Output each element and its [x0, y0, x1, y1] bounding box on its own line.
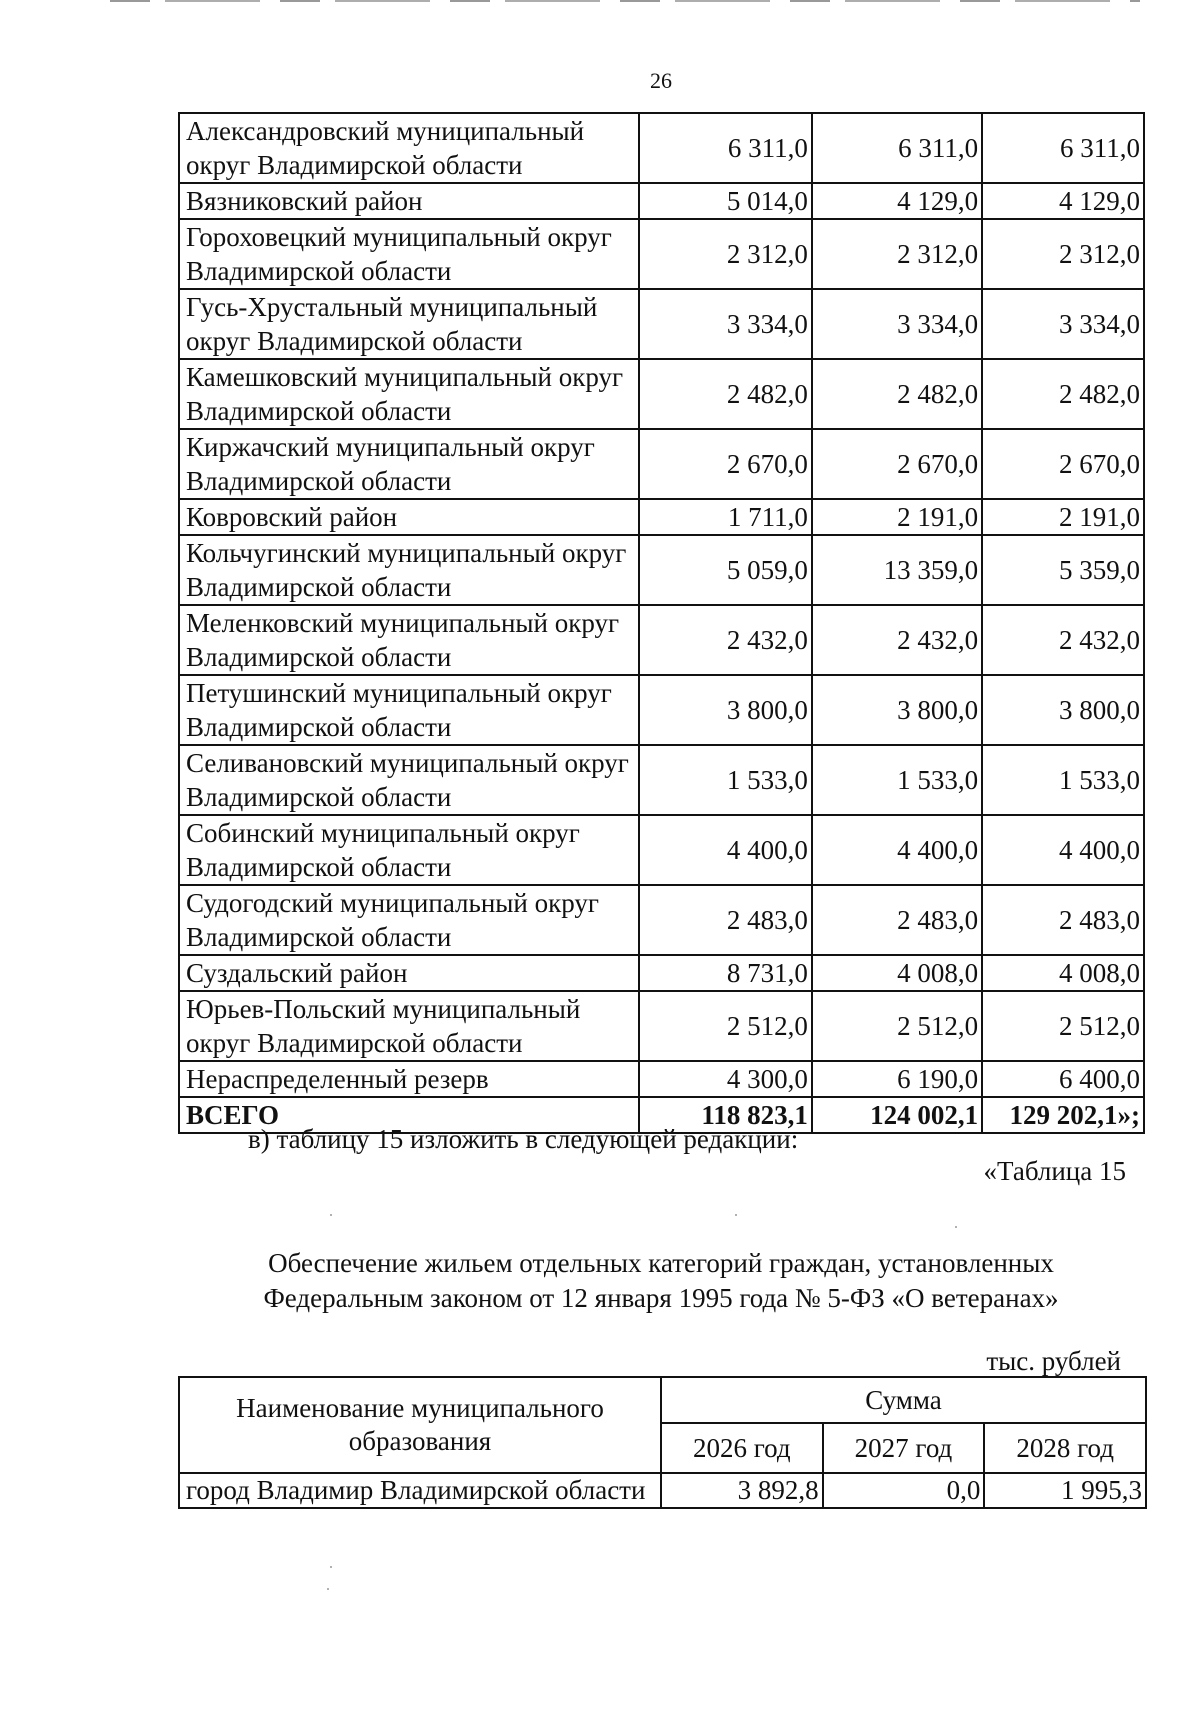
- amount-2026: 2 512,0: [639, 991, 812, 1061]
- amount-2028: 4 129,0: [982, 183, 1144, 219]
- municipality-name: Меленковский муниципальный округ Владимирской области: [179, 605, 639, 675]
- table-row: [179, 429, 1144, 499]
- amount-2027: 2 482,0: [812, 359, 982, 429]
- amount-2028: 3 334,0: [982, 289, 1144, 359]
- table-row: [179, 745, 1144, 815]
- amount-2028: 2 670,0: [982, 429, 1144, 499]
- amount-2027: 2 432,0: [812, 605, 982, 675]
- municipality-name: Нераспределенный резерв: [179, 1061, 639, 1097]
- amount-2027: 0,0: [823, 1473, 985, 1508]
- table-row: [179, 535, 1144, 605]
- table-row: [179, 815, 1144, 885]
- table-row: [179, 605, 1144, 675]
- total-2028: 129 202,1»;: [982, 1097, 1144, 1133]
- header-year-2028: 2028 год: [984, 1423, 1146, 1473]
- amount-2026: 2 482,0: [639, 359, 812, 429]
- amount-2028: 4 008,0: [982, 955, 1144, 991]
- table-row: [179, 113, 1144, 183]
- total-label: ВСЕГО: [179, 1097, 639, 1133]
- table-15: [178, 1376, 1147, 1509]
- amount-2026: 3 892,8: [661, 1473, 823, 1508]
- municipality-name: Ковровский район: [179, 499, 639, 535]
- amount-2028: 5 359,0: [982, 535, 1144, 605]
- table-15-body: [179, 1473, 1146, 1508]
- total-2027: 124 002,1: [812, 1097, 982, 1133]
- amount-2028: 2 483,0: [982, 885, 1144, 955]
- amount-2026: 1 533,0: [639, 745, 812, 815]
- amount-2028: 2 482,0: [982, 359, 1144, 429]
- total-2026: 118 823,1: [639, 1097, 812, 1133]
- table-row: [179, 183, 1144, 219]
- amount-2027: 4 400,0: [812, 815, 982, 885]
- amount-2026: 4 400,0: [639, 815, 812, 885]
- amount-2027: 2 512,0: [812, 991, 982, 1061]
- heading-line-2: Федеральным законом от 12 января 1995 года № 5-ФЗ «О ветеранах»: [263, 1283, 1059, 1313]
- municipality-name: Суздальский район: [179, 955, 639, 991]
- scan-speck: [735, 1214, 737, 1216]
- amount-2026: 2 483,0: [639, 885, 812, 955]
- municipality-name: Вязниковский район: [179, 183, 639, 219]
- scan-top-edge: [110, 0, 1140, 2]
- municipality-name: город Владимир Владимирской области: [179, 1473, 661, 1508]
- amount-2026: 3 334,0: [639, 289, 812, 359]
- municipality-name: Петушинский муниципальный округ Владимирской области: [179, 675, 639, 745]
- amount-2026: 5 014,0: [639, 183, 812, 219]
- table-row: [179, 1061, 1144, 1097]
- amount-2027: 3 800,0: [812, 675, 982, 745]
- allocation-table-body: [179, 113, 1144, 1133]
- amount-2026: 4 300,0: [639, 1061, 812, 1097]
- amount-2026: 1 711,0: [639, 499, 812, 535]
- table-row: [179, 675, 1144, 745]
- scan-speck: [955, 1226, 957, 1228]
- table-15-heading: [0, 1246, 1200, 1316]
- amount-2027: 13 359,0: [812, 535, 982, 605]
- scan-speck: [327, 1588, 329, 1590]
- table-row: [179, 289, 1144, 359]
- amount-2028: 1 533,0: [982, 745, 1144, 815]
- table-row: [179, 955, 1144, 991]
- amount-2026: 6 311,0: [639, 113, 812, 183]
- header-year-2026: 2026 год: [661, 1423, 823, 1473]
- header-year-2027: 2027 год: [823, 1423, 985, 1473]
- municipality-name: Гусь-Хрустальный муниципальный округ Владимирской области: [179, 289, 639, 359]
- municipality-name: Киржачский муниципальный округ Владимирской области: [179, 429, 639, 499]
- municipality-name: Собинский муниципальный округ Владимирской области: [179, 815, 639, 885]
- amount-2027: 1 533,0: [812, 745, 982, 815]
- amount-2028: 6 311,0: [982, 113, 1144, 183]
- amount-2026: 3 800,0: [639, 675, 812, 745]
- municipality-name: Гороховецкий муниципальный округ Владимирской области: [179, 219, 639, 289]
- municipality-name: Юрьев-Польский муниципальный округ Владимирской области: [179, 991, 639, 1061]
- amount-2028: 2 312,0: [982, 219, 1144, 289]
- amount-2028: 3 800,0: [982, 675, 1144, 745]
- amount-2028: 2 191,0: [982, 499, 1144, 535]
- table-row: [179, 499, 1144, 535]
- amount-2027: 6 311,0: [812, 113, 982, 183]
- page-number: 26: [650, 68, 672, 93]
- allocation-table-continued: [178, 112, 1145, 1134]
- municipality-name: Селивановский муниципальный округ Владимирской области: [179, 745, 639, 815]
- amount-2028: 4 400,0: [982, 815, 1144, 885]
- table-row: [179, 219, 1144, 289]
- table-row: [179, 359, 1144, 429]
- amount-2026: 2 432,0: [639, 605, 812, 675]
- amount-2028: 2 432,0: [982, 605, 1144, 675]
- amount-2027: 4 129,0: [812, 183, 982, 219]
- amount-2027: 2 483,0: [812, 885, 982, 955]
- amount-2027: 2 312,0: [812, 219, 982, 289]
- municipality-name: Александровский муниципальный округ Владимирской области: [179, 113, 639, 183]
- amount-2027: 2 670,0: [812, 429, 982, 499]
- amount-2026: 5 059,0: [639, 535, 812, 605]
- municipality-name: Кольчугинский муниципальный округ Владимирской области: [179, 535, 639, 605]
- municipality-name: Камешковский муниципальный округ Владимирской области: [179, 359, 639, 429]
- amount-2027: 3 334,0: [812, 289, 982, 359]
- amount-2026: 2 312,0: [639, 219, 812, 289]
- table-15-label: «Таблица 15: [983, 1156, 1126, 1186]
- amount-2027: 6 190,0: [812, 1061, 982, 1097]
- header-sum: Сумма: [661, 1377, 1146, 1423]
- amount-2028: 1 995,3: [984, 1473, 1146, 1508]
- amount-2027: 2 191,0: [812, 499, 982, 535]
- amount-2026: 2 670,0: [639, 429, 812, 499]
- municipality-name: Судогодский муниципальный округ Владимирской области: [179, 885, 639, 955]
- scan-speck: [330, 1214, 332, 1216]
- header-municipality: Наименование муниципального образования: [179, 1377, 661, 1473]
- amount-2028: 2 512,0: [982, 991, 1144, 1061]
- unit-label: тыс. рублей: [986, 1346, 1121, 1376]
- amount-2026: 8 731,0: [639, 955, 812, 991]
- table-row: [179, 885, 1144, 955]
- scan-speck: [330, 1566, 332, 1568]
- table-row: [179, 991, 1144, 1061]
- table-row: [179, 1473, 1146, 1508]
- amount-2028: 6 400,0: [982, 1061, 1144, 1097]
- amendment-instruction: в) таблицу 15 изложить в следующей редакции:: [248, 1124, 799, 1154]
- amount-2027: 4 008,0: [812, 955, 982, 991]
- heading-line-1: Обеспечение жильем отдельных категорий граждан, установленных: [268, 1248, 1054, 1278]
